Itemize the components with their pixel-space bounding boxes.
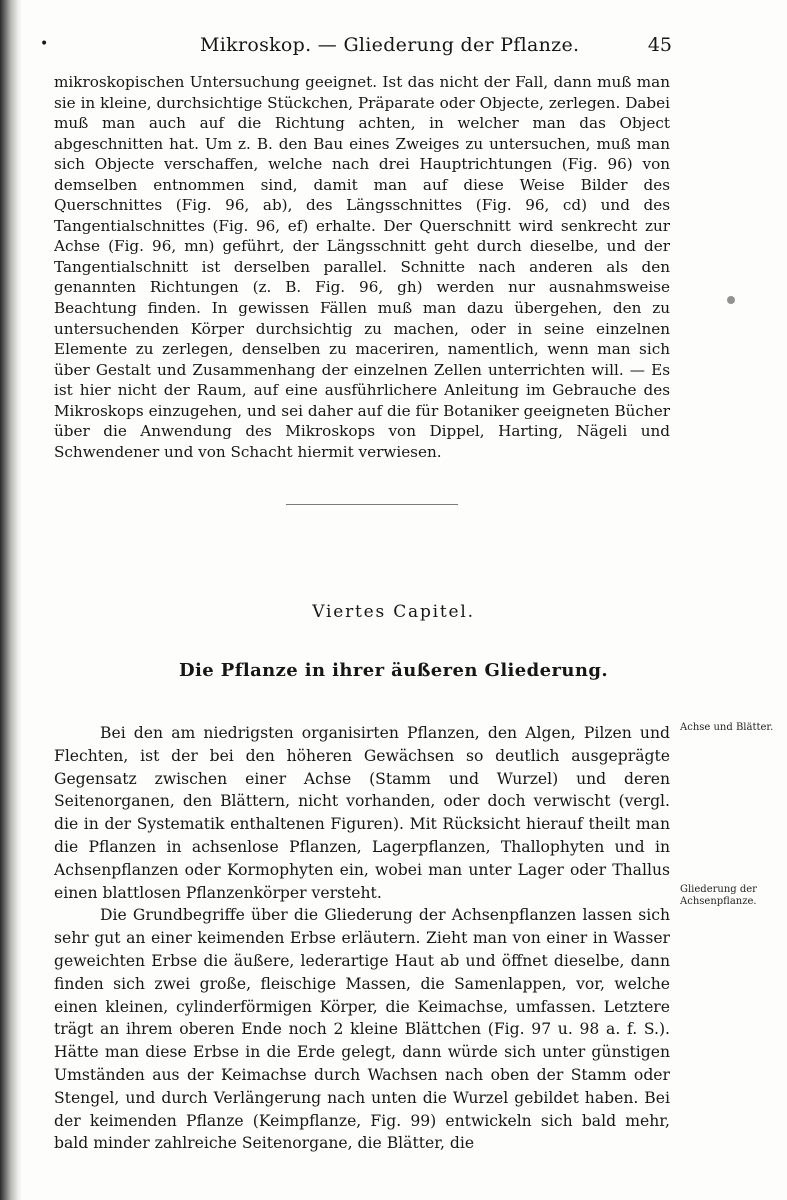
page-number: 45 — [647, 34, 672, 56]
section-end-paragraph: mikroskopischen Untersuchung geeignet. Ist das nicht der Fall, dann muß man sie in kleine, durchsichtige Stückchen, Präparate oder Objecte, zerlegen. Dabei muß man auch auf die Richtung achten, in welcher man das Object abgeschnitten hat. Um z. B. den Bau eines Zweiges zu untersuchen, muß man sich Objecte verschaffen, welche nach drei Hauptrichtungen (Fig. 96) von demselben entnommen sind, damit man auf diese Weise Bilder des Querschnittes (Fig. 96, ab), des Längsschnittes (Fig. 96, cd) und des Tangentialschnittes (Fig. 96, ef) erhalte. Der Querschnitt wird senkrecht zur Achse (Fig. 96, mn) geführt, der Längsschnitt geht durch dieselbe, und der Tangentialschnitt ist derselben parallel. Schnitte nach anderen als den genannten Richtungen (z. B. Fig. 96, gh) werden nur ausnahmsweise Beachtung finden. In gewissen Fällen muß man dazu übergehen, den zu untersuchenden Körper durchsichtig zu machen, oder in seine einzelnen Elemente zu zerlegen, denselben zu maceriren, namentlich, wenn man sich über Gestalt und Zusammenhang der einzelnen Zellen unterrichten will. — Es ist hier nicht der Raum, auf eine ausführlichere Anleitung im Gebrauche des Mikroskops einzugehen, und sei daher auf die für Botaniker geeigneten Bücher über die Anwendung des Mikroskops von Dippel, Harting, Nägeli und Schwendener und von Schacht hiermit verwiesen. — [54, 73, 670, 461]
margin-note-gliederung: Gliederung der Achsenpflanze. — [680, 884, 757, 907]
chapter-title: Die Pflanze in ihrer äußeren Gliederung. — [179, 660, 608, 681]
body-paragraph-2: Die Grundbegriffe über die Gliederung der Achsenpflanzen lassen sich sehr gut an einer keimenden Erbse erläutern. Zieht man von einer in Wasser geweichten Erbse die äußere, lederartige Haut ab und öffnet dieselbe, dann finden sich zwei große, fleischige Massen, die Samenlappen, vor, welche einen kleinen, cylinderförmigen Körper, die Keimachse, umfassen. Letztere trägt an ihrem oberen Ende noch 2 kleine Blättchen (Fig. 97 u. 98 a. f. S.). Hätte man diese Erbse in die Erde gelegt, dann würde sich unter günstigen Umständen aus der Keimachse durch Wachsen nach oben der Stamm oder Stengel, und durch Verlängerung nach unten die Wurzel gebildet haben. Bei der keimenden Pflanze (Keimpflanze, Fig. 99) entwickeln sich bald mehr, bald minder zahlreiche Seitenorgane, die Blätter, die — [54, 906, 670, 1153]
header-title: Mikroskop. — Gliederung der Pflanze. — [200, 34, 580, 56]
ink-speck — [727, 296, 735, 304]
margin-note-achse-und-blaetter: Achse und Blätter. — [680, 722, 774, 733]
running-header — [40, 34, 672, 60]
chapter-body — [54, 722, 670, 1155]
section-divider — [286, 504, 458, 505]
chapter-label: Viertes Capitel. — [312, 602, 475, 622]
section-end-paragraph-block — [54, 72, 670, 462]
header-bullet: • — [40, 36, 49, 52]
body-paragraph-1: Bei den am niedrigsten organisirten Pflanzen, den Algen, Pilzen und Flechten, ist der bei den höheren Gewächsen so deutlich ausgeprägte Gegensatz zwischen einer Achse (Stamm und Wurzel) und deren Seitenorganen, den Blättern, nicht vorhanden, oder doch verwischt (vergl. die in der Systematik enthaltenen Figuren). Mit Rücksicht hierauf theilt man die Pflanzen in achsenlose Pflanzen, Lagerpflanzen, Thallophyten und in Achsenpflanzen oder Kormophyten ein, wobei man unter Lager oder Thallus einen blattlosen Pflanzenkörper versteht. — [54, 724, 670, 902]
